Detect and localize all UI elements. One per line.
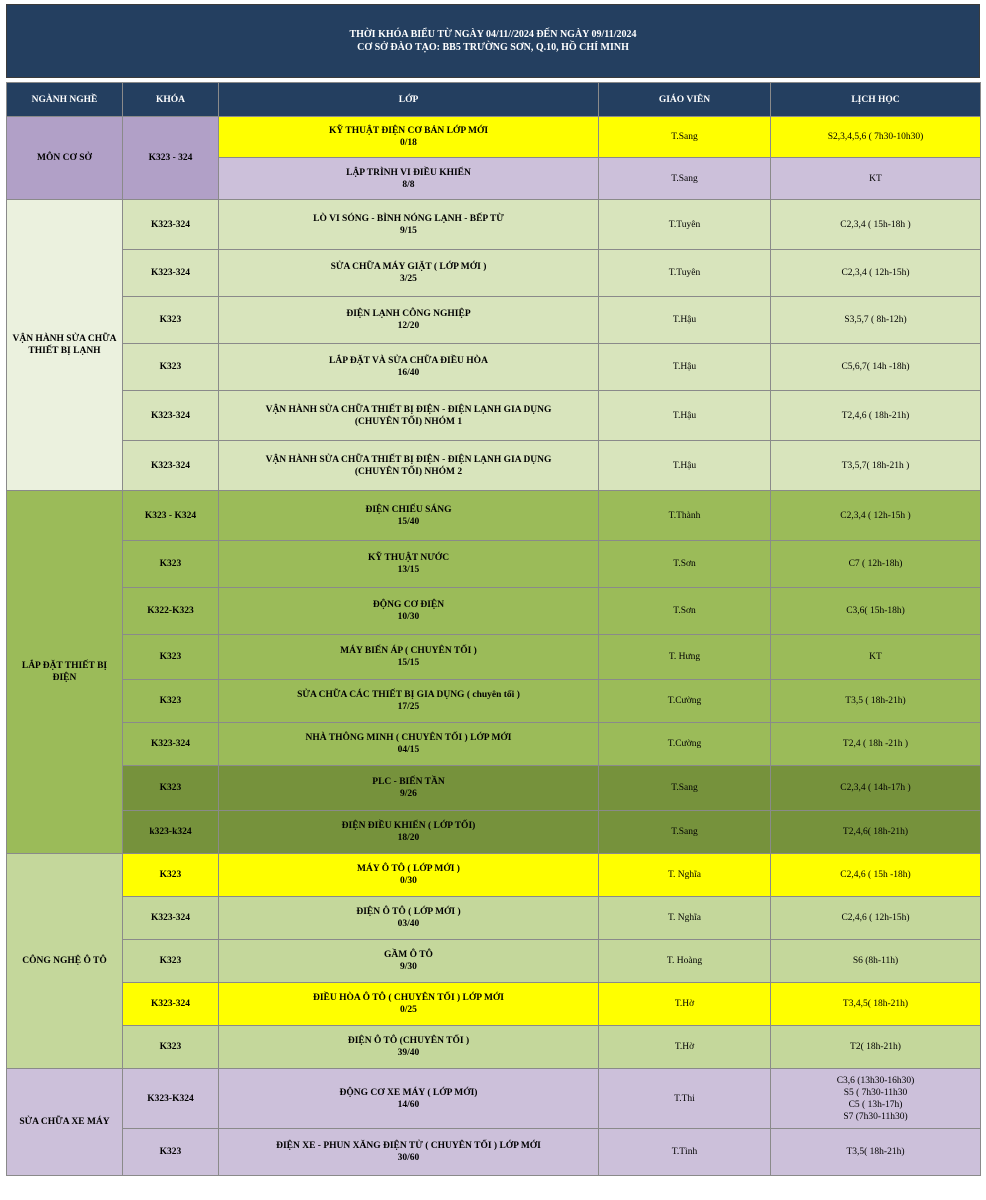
giaovien-cell: T. Nghĩa	[599, 854, 771, 897]
lop-name: LẮP ĐẶT VÀ SỬA CHỮA ĐIỀU HÒA	[329, 356, 488, 366]
khoa-cell: K323-324	[123, 250, 219, 297]
giaovien-cell: T.Sơn	[599, 541, 771, 588]
lop-count: 16/40	[397, 368, 420, 378]
lop-name: ĐIỆN LẠNH CÔNG NGHIỆP	[346, 309, 471, 319]
giaovien-cell: T.Hậu	[599, 344, 771, 391]
lichhoc-cell: KT	[771, 635, 981, 680]
lop-name: LẬP TRÌNH VI ĐIỀU KHIỂN	[346, 167, 471, 178]
lichhoc-cell: C2,3,4 ( 14h-17h )	[771, 766, 981, 811]
lop-name: KỸ THUẬT ĐIỆN CƠ BẢN LỚP MỚI	[328, 126, 489, 136]
nganh-cell: LẮP ĐẶT THIẾT BỊ ĐIỆN	[7, 491, 123, 854]
table-row	[7, 897, 981, 940]
giaovien-cell: T.Sang	[599, 811, 771, 854]
giaovien-cell: T.Thành	[599, 491, 771, 541]
khoa-cell: K322-K323	[123, 588, 219, 635]
lop-count: 18/20	[397, 833, 420, 843]
lichhoc-cell: T2,4 ( 18h -21h )	[771, 723, 981, 766]
khoa-cell: K323-324	[123, 200, 219, 250]
khoa-cell: K323-324	[123, 391, 219, 441]
lop-name: VẬN HÀNH SỬA CHỮA THIẾT BỊ ĐIỆN - ĐIỆN LẠNH GIA DỤNG	[265, 404, 552, 415]
lop-count: 17/25	[397, 702, 420, 712]
lichhoc-line: S7 (7h30-11h30)	[843, 1111, 908, 1122]
table-row	[7, 200, 981, 250]
lop-cell	[219, 897, 599, 940]
table-row	[7, 117, 981, 158]
table-row	[7, 811, 981, 854]
giaovien-cell: T.Sơn	[599, 588, 771, 635]
lichhoc-cell: T3,5 ( 18h-21h)	[771, 680, 981, 723]
lop-count: 0/25	[400, 1005, 417, 1015]
lop-name: ĐIỆN Ô TÔ ( LỚP MỚI )	[356, 907, 461, 917]
title-line-1: THỜI KHÓA BIỂU TỪ NGÀY 04/11//2024 ĐẾN NGÀY 09/11/2024	[349, 29, 637, 40]
giaovien-cell: T.Sang	[599, 766, 771, 811]
table-row	[7, 491, 981, 541]
table-row	[7, 940, 981, 983]
giaovien-cell: T. Hoàng	[599, 940, 771, 983]
table-row	[7, 983, 981, 1026]
lop-name: LÒ VI SÓNG - BÌNH NÓNG LẠNH - BẾP TỪ	[313, 213, 504, 224]
giaovien-cell: T.Hậu	[599, 441, 771, 491]
table-row	[7, 344, 981, 391]
khoa-cell: K323	[123, 541, 219, 588]
header-row	[7, 83, 981, 117]
table-row	[7, 635, 981, 680]
lichhoc-cell: T3,5( 18h-21h)	[771, 1129, 981, 1176]
header-nganh: NGÀNH NGHỀ	[7, 83, 123, 117]
header-giaovien: GIÁO VIÊN	[599, 83, 771, 117]
lichhoc-cell: C2,3,4 ( 15h-18h )	[771, 200, 981, 250]
giaovien-cell: T.Hờ	[599, 983, 771, 1026]
lop-cell	[219, 1069, 599, 1129]
table-row	[7, 541, 981, 588]
nganh-cell: CÔNG NGHỆ Ô TÔ	[7, 854, 123, 1069]
khoa-cell: K323-324	[123, 983, 219, 1026]
lop-name: PLC - BIẾN TẦN	[372, 777, 445, 787]
lop-name: VẬN HÀNH SỬA CHỮA THIẾT BỊ ĐIỆN - ĐIỆN LẠNH GIA DỤNG	[265, 454, 552, 465]
lop-name: KỸ THUẬT NƯỚC	[367, 553, 450, 563]
lichhoc-cell: T3,5,7( 18h-21h )	[771, 441, 981, 491]
schedule-sheet	[6, 4, 980, 1176]
lop-name: ĐỘNG CƠ ĐIỆN	[372, 600, 445, 610]
lop-cell	[219, 723, 599, 766]
lop-cell	[219, 117, 599, 158]
lichhoc-cell: T2( 18h-21h)	[771, 1026, 981, 1069]
lichhoc-line: C5 ( 13h-17h)	[848, 1099, 903, 1110]
lop-name: ĐIỆN CHIẾU SÁNG	[365, 504, 452, 515]
lichhoc-cell: C2,3,4 ( 12h-15h)	[771, 250, 981, 297]
lichhoc-line: C3,6 (13h30-16h30)	[836, 1075, 915, 1086]
giaovien-cell: T. Hưng	[599, 635, 771, 680]
lop-cell	[219, 635, 599, 680]
lop-cell	[219, 854, 599, 897]
khoa-cell: K323-324	[123, 723, 219, 766]
lop-cell	[219, 588, 599, 635]
khoa-cell: K323	[123, 766, 219, 811]
lop-count: 0/30	[400, 876, 417, 886]
lop-cell	[219, 766, 599, 811]
lop-cell	[219, 158, 599, 200]
lichhoc-cell: T2,4,6 ( 18h-21h)	[771, 391, 981, 441]
giaovien-cell: T. Nghĩa	[599, 897, 771, 940]
khoa-cell: K323	[123, 1026, 219, 1069]
table-row	[7, 391, 981, 441]
lop-count: 04/15	[397, 745, 420, 755]
lop-cell	[219, 491, 599, 541]
lop-count: (CHUYÊN TỐI) NHÓM 1	[354, 416, 463, 427]
lop-cell	[219, 541, 599, 588]
giaovien-cell: T.Sang	[599, 158, 771, 200]
lop-name: ĐIỀU HÒA Ô TÔ ( CHUYÊN TỐI ) LỚP MỚI	[313, 993, 504, 1003]
lop-cell	[219, 680, 599, 723]
table-row	[7, 723, 981, 766]
table-row	[7, 854, 981, 897]
khoa-cell: K323	[123, 854, 219, 897]
lichhoc-cell: C7 ( 12h-18h)	[771, 541, 981, 588]
khoa-cell: K323 - 324	[123, 117, 219, 200]
lop-name: ĐIỆN XE - PHUN XĂNG ĐIỆN TỬ ( CHUYÊN TỐI ) LỚP MỚI	[276, 1141, 541, 1151]
table-row	[7, 1129, 981, 1176]
giaovien-cell: T.Cường	[599, 680, 771, 723]
lop-cell	[219, 391, 599, 441]
giaovien-cell: T.Hậu	[599, 297, 771, 344]
nganh-cell: VẬN HÀNH SỬA CHỮA THIẾT BỊ LẠNH	[7, 200, 123, 491]
header-lop: LỚP	[219, 83, 599, 117]
khoa-cell: K323	[123, 635, 219, 680]
lop-count: 9/26	[400, 789, 417, 799]
lop-count: 15/40	[397, 516, 420, 527]
lop-name: ĐỘNG CƠ XE MÁY ( LỚP MỚI)	[339, 1087, 478, 1098]
lichhoc-cell: C5,6,7( 14h -18h)	[771, 344, 981, 391]
lop-cell	[219, 200, 599, 250]
lop-name: MÁY BIẾN ÁP ( CHUYÊN TỐI )	[340, 646, 477, 656]
khoa-cell: K323	[123, 940, 219, 983]
nganh-cell: MÔN CƠ SỞ	[7, 117, 123, 200]
lichhoc-cell: KT	[771, 158, 981, 200]
lop-count: 8/8	[402, 179, 415, 190]
lichhoc-cell: C2,4,6 ( 15h -18h)	[771, 854, 981, 897]
lichhoc-cell: T2,4,6( 18h-21h)	[771, 811, 981, 854]
lop-count: 9/15	[400, 225, 417, 236]
lop-count: 30/60	[397, 1153, 420, 1163]
lop-count: 12/20	[397, 321, 420, 331]
giaovien-cell: T.Hậu	[599, 391, 771, 441]
schedule-body	[7, 117, 981, 1176]
table-row	[7, 1026, 981, 1069]
header-khoa: KHÓA	[123, 83, 219, 117]
lop-name: ĐIỆN Ô TÔ (CHUYÊN TỐI )	[347, 1036, 470, 1046]
lop-name: MÁY Ô TÔ ( LỚP MỚI )	[357, 864, 460, 874]
giaovien-cell: T.Cường	[599, 723, 771, 766]
lop-count: 03/40	[397, 919, 420, 929]
lichhoc-cell: T3,4,5( 18h-21h)	[771, 983, 981, 1026]
lop-name: SỬA CHỮA CÁC THIẾT BỊ GIA DỤNG ( chuyên tối )	[297, 690, 520, 700]
lop-count: 0/18	[400, 138, 417, 148]
lop-cell	[219, 441, 599, 491]
khoa-cell: K323-K324	[123, 1069, 219, 1129]
lop-name: ĐIỆN ĐIỀU KHIỂN ( LỚP TỐI)	[341, 821, 476, 831]
khoa-cell: K323	[123, 344, 219, 391]
title-line-2: CƠ SỞ ĐÀO TẠO: BB5 TRƯỜNG SƠN, Q.10, HỒ CHÍ MINH	[357, 42, 629, 53]
lop-cell	[219, 344, 599, 391]
khoa-cell: K323-324	[123, 897, 219, 940]
giaovien-cell: T.Tình	[599, 1129, 771, 1176]
title-banner	[6, 4, 980, 78]
lop-count: 10/30	[397, 612, 420, 622]
lichhoc-cell: C2,3,4 ( 12h-15h )	[771, 491, 981, 541]
lop-count: 14/60	[397, 1099, 420, 1110]
khoa-cell: K323	[123, 680, 219, 723]
lop-cell	[219, 1129, 599, 1176]
lichhoc-cell: C2,4,6 ( 12h-15h)	[771, 897, 981, 940]
table-row	[7, 680, 981, 723]
table-row	[7, 766, 981, 811]
lop-count: 39/40	[397, 1048, 420, 1058]
lop-name: NHÀ THÔNG MINH ( CHUYÊN TỐI ) LỚP MỚI	[305, 733, 512, 743]
table-row	[7, 1069, 981, 1129]
giaovien-cell: T.Thi	[599, 1069, 771, 1129]
header-lichhoc: LỊCH HỌC	[771, 83, 981, 117]
khoa-cell: k323-k324	[123, 811, 219, 854]
giaovien-cell: T.Hờ	[599, 1026, 771, 1069]
khoa-cell: K323-324	[123, 441, 219, 491]
lop-cell	[219, 940, 599, 983]
lichhoc-cell: S3,5,7 ( 8h-12h)	[771, 297, 981, 344]
lop-count: 13/15	[397, 565, 420, 575]
schedule-table	[6, 82, 981, 1176]
table-row	[7, 588, 981, 635]
lop-count: 9/30	[400, 962, 417, 972]
giaovien-cell: T.Tuyên	[599, 200, 771, 250]
lop-cell	[219, 250, 599, 297]
table-row	[7, 250, 981, 297]
lop-name: SỬA CHỮA MÁY GIẶT ( LỚP MỚI )	[330, 262, 487, 272]
lop-name: GẦM Ô TÔ	[384, 950, 433, 960]
lichhoc-cell: S6 (8h-11h)	[771, 940, 981, 983]
lop-cell	[219, 297, 599, 344]
table-row	[7, 297, 981, 344]
nganh-cell: SỬA CHỮA XE MÁY	[7, 1069, 123, 1176]
lop-count: 15/15	[397, 658, 420, 668]
lichhoc-cell: C3,6( 15h-18h)	[771, 588, 981, 635]
khoa-cell: K323	[123, 297, 219, 344]
lichhoc-cell: S2,3,4,5,6 ( 7h30-10h30)	[771, 117, 981, 158]
khoa-cell: K323	[123, 1129, 219, 1176]
table-row	[7, 441, 981, 491]
lop-cell	[219, 811, 599, 854]
lop-cell	[219, 1026, 599, 1069]
giaovien-cell: T.Tuyên	[599, 250, 771, 297]
lichhoc-line: S5 ( 7h30-11h30	[843, 1087, 908, 1098]
lop-cell	[219, 983, 599, 1026]
lichhoc-cell	[771, 1069, 981, 1129]
khoa-cell: K323 - K324	[123, 491, 219, 541]
lop-count: (CHUYÊN TỐI) NHÓM 2	[354, 466, 463, 477]
giaovien-cell: T.Sang	[599, 117, 771, 158]
lop-count: 3/25	[400, 274, 417, 284]
